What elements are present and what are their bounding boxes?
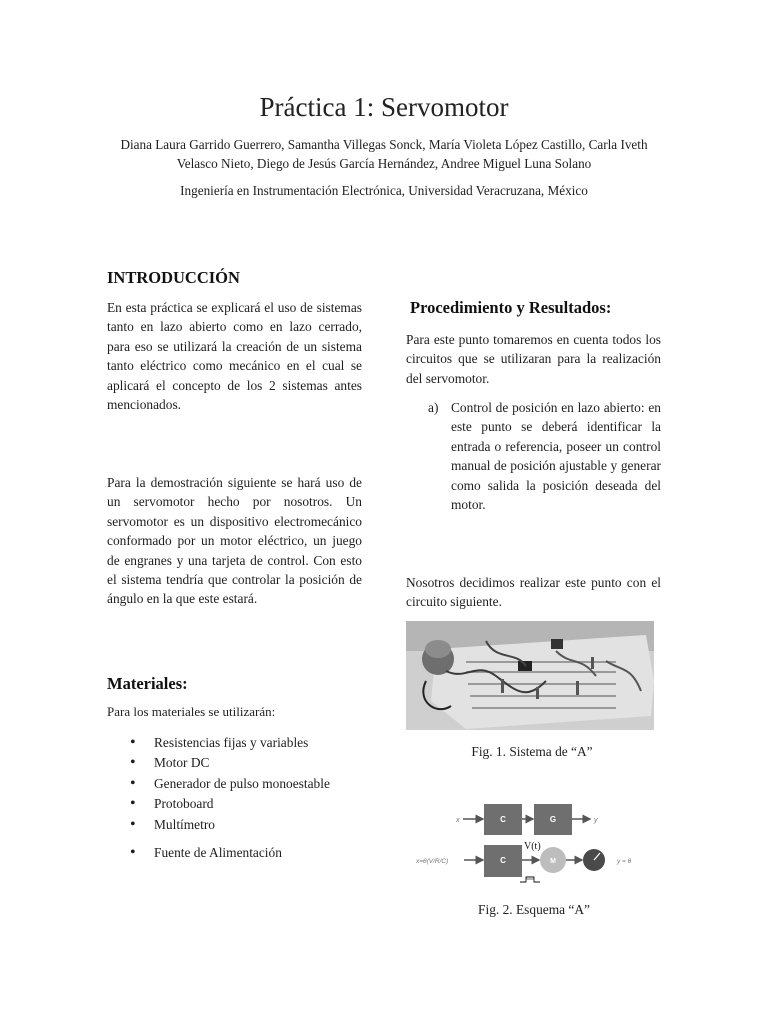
row1-input-label: x — [456, 817, 460, 824]
list-item: • Resistencias fijas y variables — [108, 733, 368, 753]
procedure-heading: Procedimiento y Resultados: — [410, 298, 612, 317]
voltage-signal-label: V(t) — [524, 841, 541, 852]
plant-block-label: G — [549, 815, 557, 824]
controller-block-label: C — [500, 815, 506, 824]
list-item: • Protoboard — [108, 794, 368, 814]
materials-list — [108, 733, 368, 863]
intro-heading: INTRODUCCIÓN — [107, 268, 240, 287]
intro-paragraph-2: Para la demostración siguiente se hará uso de un servomotor hecho por nosotros. Un servomotor es un dispositivo electromecánico conformado por un motor eléctrico, un juego de engranes y una tarjeta de control. Con esto el sistema tendría que controlar la posición de ángulo en la que este estará. — [107, 475, 362, 607]
fig1-caption: Fig. 1. Sistema de “A” — [471, 744, 593, 759]
pulse-symbol-icon — [520, 877, 540, 882]
materials-heading: Materiales: — [107, 674, 188, 693]
intro-paragraph-1: En esta práctica se explicará el uso de sistemas tanto en lazo abierto como en lazo cerrado, para eso se utilizará la creación de un sistema tanto eléctrico como mecánico en el cual se aplicará el concepto de los 2 sistemas antes mencionados. — [107, 300, 362, 413]
row1-output-label: y — [594, 817, 598, 824]
fig2-caption: Fig. 2. Esquema “A” — [478, 902, 590, 917]
list-item: • Fuente de Alimentación — [108, 843, 368, 863]
page-title: Práctica 1: Servomotor — [259, 92, 509, 122]
row2-output-label: y = θ — [617, 858, 632, 865]
author-list: Diana Laura Garrido Guerrero, Samantha Villegas Sonck, María Violeta López Castillo, Carla Iveth Velasco Nieto, Diego de Jesús García Hernández, Andree Miguel Luna Solano — [120, 137, 648, 171]
affiliation: Ingeniería en Instrumentación Electrónica, Universidad Veracruzana, México — [180, 183, 588, 198]
list-item: • Motor DC — [108, 753, 368, 773]
materials-intro: Para los materiales se utilizarán: — [107, 704, 276, 719]
procedure-paragraph-1: Para este punto tomaremos en cuenta todos los circuitos que se utilizaran para la realización del servomotor. — [406, 332, 661, 386]
procedure-paragraph-2: Nosotros decidimos realizar este punto con el circuito siguiente. — [406, 575, 661, 610]
motor-label: M — [550, 858, 556, 865]
item-label: a) — [428, 400, 439, 415]
row2-controller-label: C — [500, 856, 506, 865]
block-diagram — [412, 800, 662, 892]
list-item: • Generador de pulso monoestable — [108, 774, 368, 794]
procedure-item-a: Control de posición en lazo abierto: en este punto se deberá identificar la entrada o referencia, poseer un control manual de posición ajustable y generar como salida la posición deseada del motor. — [451, 400, 661, 513]
circuit-photo — [406, 621, 654, 730]
list-item: • Multímetro — [108, 815, 368, 835]
row2-input-label: x=θ(V/R/C) — [416, 858, 449, 865]
